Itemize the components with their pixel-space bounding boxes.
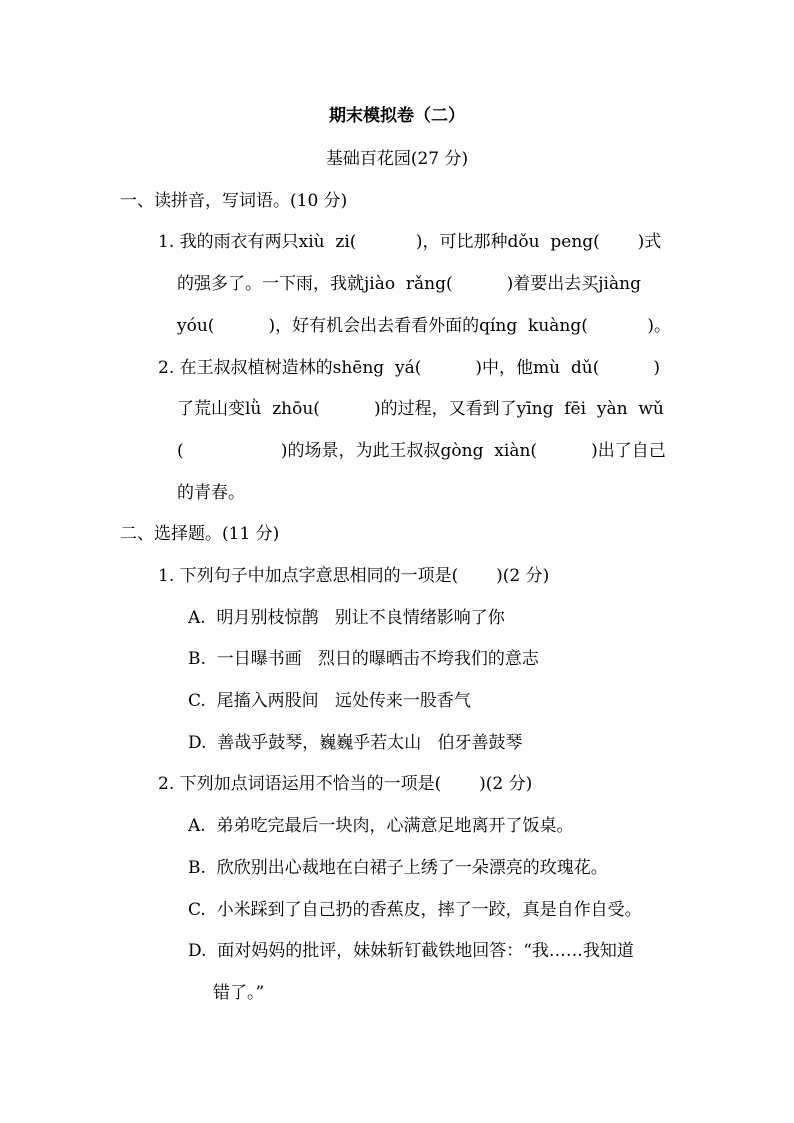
s1-q1-line1: 1. 我的雨衣有两只xiù zi( )，可比那种dǒu peng( )式	[158, 232, 662, 252]
s2-q2-option-d: D. 面对妈妈的批评，妹妹斩钉截铁地回答：“我……我知道	[188, 941, 634, 961]
page-subtitle: 基础百花园(27 分)	[325, 149, 469, 169]
s2-q1-option-a: A. 明月别枝惊鹊 别让不良情绪影响了你	[188, 608, 505, 628]
s1-q2-line1: 2. 在王叔叔植树造林的shēng yá( )中，他mù dǔ( )	[158, 358, 661, 378]
s1-q1-line3: yóu( )，好有机会出去看看外面的qíng kuàng( )。	[177, 316, 671, 336]
section-2-heading: 二、选择题。(11 分)	[120, 524, 280, 544]
s2-q2-stem: 2. 下列加点词语运用不恰当的一项是( )(2 分)	[158, 774, 533, 794]
section-1-heading: 一、读拼音，写词语。(10 分)	[120, 191, 348, 211]
page-title: 期末模拟卷（二）	[329, 106, 465, 126]
s2-q2-option-d-cont: 错了。”	[213, 983, 265, 1003]
s1-q2-line4: 的青春。	[177, 483, 245, 503]
s2-q1-stem: 1. 下列句子中加点字意思相同的一项是( )(2 分)	[158, 566, 550, 586]
s1-q1-line2: 的强多了。一下雨，我就jiào rǎng( )着要出去买jiàng	[177, 274, 641, 294]
s1-q2-line3: ( )的场景，为此王叔叔gòng xiàn( )出了自己	[177, 441, 666, 461]
s2-q2-option-c: C. 小米踩到了自己扔的香蕉皮，摔了一跤，真是自作自受。	[188, 900, 642, 920]
s2-q1-option-c: C. 尾搐入两股间 远处传来一股香气	[188, 691, 471, 711]
s2-q2-option-b: B. 欣欣别出心裁地在白裙子上绣了一朵漂亮的玫瑰花。	[188, 858, 608, 878]
s1-q2-line2: 了荒山变lǜ zhōu( )的过程，又看到了yīng fēi yàn wǔ	[177, 399, 664, 419]
s2-q2-option-a: A. 弟弟吃完最后一块肉，心满意足地离开了饭桌。	[188, 816, 574, 836]
s2-q1-option-d: D. 善哉乎鼓琴，巍巍乎若太山 伯牙善鼓琴	[188, 733, 523, 753]
s2-q1-option-b: B. 一日曝书画 烈日的曝晒击不垮我们的意志	[188, 649, 539, 669]
